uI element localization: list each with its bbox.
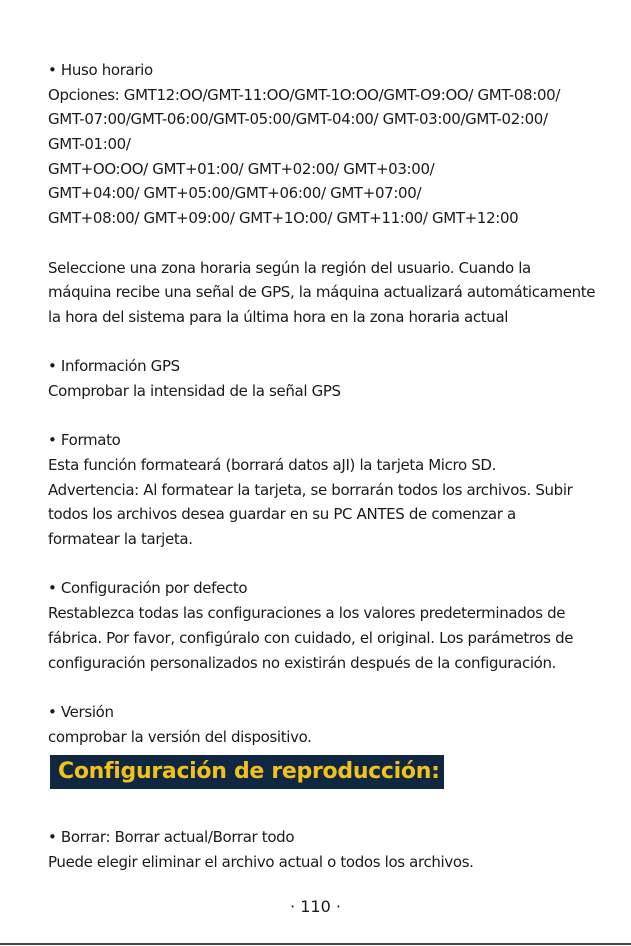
gps-description-line-1: Comprobar la intensidad de la señal GPS	[48, 381, 341, 400]
timezone-options-line-3: GMT-01:00/	[48, 135, 131, 154]
timezone-options-line-6: GMT+08:00/ GMT+09:00/ GMT+1O:00/ GMT+11:00/ GMT+12:00	[48, 209, 519, 228]
format-description-line-1: Esta función formateará (borrará datos aJI) la tarjeta Micro SD.	[48, 456, 497, 474]
timezone-title: • Huso horario	[48, 61, 153, 79]
default-settings-description-line-3: configuración personalizados no existirán después de la configuración.	[48, 653, 557, 672]
playback-settings-heading: Configuración de reproducción:	[50, 755, 444, 789]
default-settings-title: • Configuración por defecto	[48, 579, 248, 598]
timezone-description-line-1: Seleccione una zona horaria según la región del usuario. Cuando la	[48, 258, 531, 277]
timezone-description-line-2: máquina recibe una señal de GPS, la máquina actualizará automáticamente	[48, 283, 596, 302]
format-description-line-2: Advertencia: Al formatear la tarjeta, se borrarán todos los archivos. Subir	[48, 480, 573, 499]
spacer	[48, 404, 618, 429]
page-number: · 110 ·	[290, 897, 341, 916]
timezone-options-line-4: GMT+OO:OO/ GMT+01:00/ GMT+02:00/ GMT+03:00/	[48, 159, 435, 178]
format-description-line-4: formatear la tarjeta.	[48, 530, 193, 549]
delete-title: • Borrar: Borrar actual/Borrar todo	[48, 828, 295, 847]
version-description-line-1: comprobar la versión del dispositivo.	[48, 727, 312, 746]
timezone-options-line-5: GMT+04:00/ GMT+05:00/GMT+06:00/ GMT+07:00/	[48, 184, 422, 203]
version-title: • Versión	[48, 702, 114, 721]
spacer	[48, 552, 618, 577]
playback-heading-wrap	[48, 755, 618, 789]
gps-title: • Información GPS	[48, 357, 180, 376]
timezone-options-line-1: Opciones: GMT12:OO/GMT-11:OO/GMT-1O:OO/GMT-O9:OO/ GMT-08:00/	[48, 85, 561, 104]
spacer	[48, 675, 618, 700]
timezone-description-line-3: la hora del sistema para la última hora en la zona horaria actual	[48, 307, 509, 326]
manual-page-content	[48, 58, 618, 875]
spacer	[48, 231, 618, 256]
format-title: • Formato	[48, 431, 121, 450]
bottom-divider	[0, 943, 631, 945]
timezone-options-line-2: GMT-07:00/GMT-06:00/GMT-05:00/GMT-04:00/ GMT-03:00/GMT-02:00/	[48, 110, 548, 129]
delete-description-line-1: Puede elegir eliminar el archivo actual o todos los archivos.	[48, 852, 474, 871]
spacer	[48, 330, 618, 355]
default-settings-description-line-2: fábrica. Por favor, configúralo con cuidado, el original. Los parámetros de	[48, 628, 574, 647]
default-settings-description-line-1: Restablezca todas las configuraciones a los valores predeterminados de	[48, 604, 566, 623]
format-description-line-3: todos los archivos desea guardar en su PC ANTES de comenzar a	[48, 505, 516, 524]
